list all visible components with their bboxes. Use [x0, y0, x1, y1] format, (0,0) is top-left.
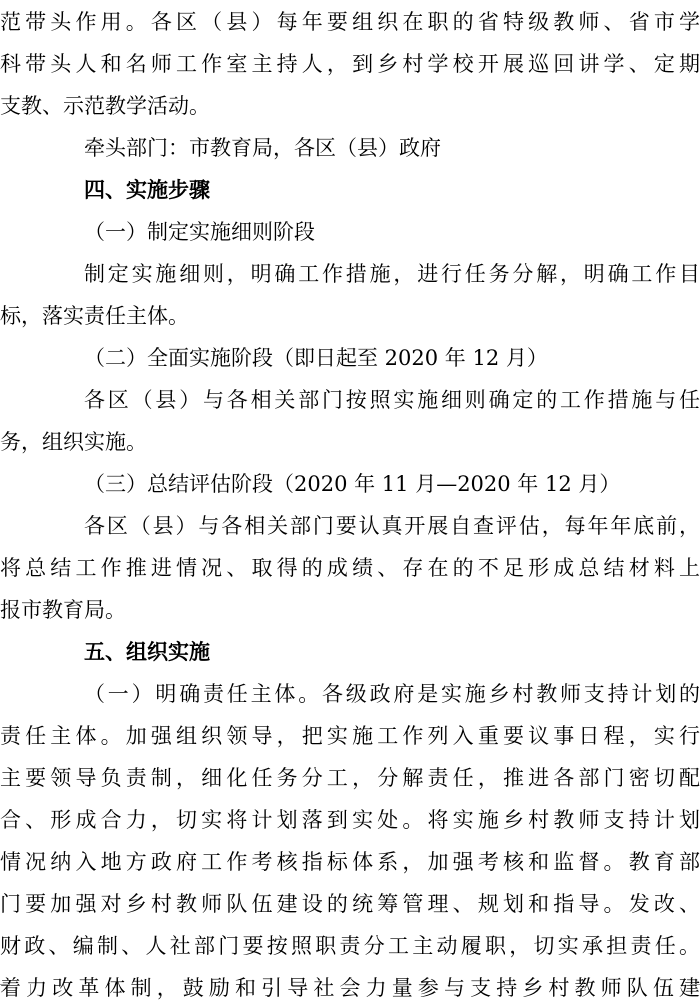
lead-department-line: 牵头部门：市教育局，各区（县）政府 [84, 136, 441, 160]
paragraph-line: 主要领导负责制，细化任务分工，分解责任，推进各部门密切配 [0, 766, 700, 790]
crop-mark-bottom-left [0, 984, 10, 995]
paragraph-line: 着力改革体制，鼓励和引导社会力量参与支持乡村教师队伍建 [0, 976, 700, 1000]
section-heading: 五、组织实施 [84, 640, 210, 664]
paragraph-line: 合、形成合力，切实将计划落到实处。将实施乡村教师支持计划 [0, 808, 700, 832]
paragraph-line: 将总结工作推进情况、取得的成绩、存在的不足形成总结材料上 [0, 556, 700, 580]
paragraph-line: 支教、示范教学活动。 [0, 94, 210, 118]
paragraph-line: 责任主体。加强组织领导，把实施工作列入重要议事日程，实行 [0, 724, 700, 748]
paragraph-line: 科带头人和名师工作室主持人，到乡村学校开展巡回讲学、定期 [0, 52, 700, 76]
paragraph-line: 财政、编制、人社部门要按照职责分工主动履职，切实承担责任。 [0, 934, 700, 958]
paragraph-line: 范带头作用。各区（县）每年要组织在职的省特级教师、省市学 [0, 10, 700, 34]
crop-mark-bottom-left-tick [30, 984, 41, 994]
paragraph-line: 各区（县）与各相关部门按照实施细则确定的工作措施与任 [84, 388, 700, 412]
paragraph-line: （一）明确责任主体。各级政府是实施乡村教师支持计划的 [84, 682, 700, 706]
paragraph-line: 门要加强对乡村教师队伍建设的统筹管理、规划和指导。发改、 [0, 892, 700, 916]
subsection-heading: （三）总结评估阶段（2020 年 11 月—2020 年 12 月） [84, 472, 621, 496]
subsection-heading: （一）制定实施细则阶段 [84, 220, 315, 244]
paragraph-line: 各区（县）与各相关部门要认真开展自查评估，每年年底前， [84, 514, 700, 538]
section-heading: 四、实施步骤 [84, 178, 210, 202]
crop-mark-bottom-right-tick [660, 984, 671, 994]
paragraph-line: 标，落实责任主体。 [0, 304, 189, 328]
crop-mark-bottom-right [690, 984, 700, 995]
paragraph-line: 制定实施细则，明确工作措施，进行任务分解，明确工作目 [84, 262, 700, 286]
paragraph-line: 情况纳入地方政府工作考核指标体系，加强考核和监督。教育部 [0, 850, 700, 874]
paragraph-line: 报市教育局。 [0, 598, 126, 622]
paragraph-line: 务，组织实施。 [0, 430, 147, 454]
subsection-heading: （二）全面实施阶段（即日起至 2020 年 12 月） [84, 346, 548, 370]
